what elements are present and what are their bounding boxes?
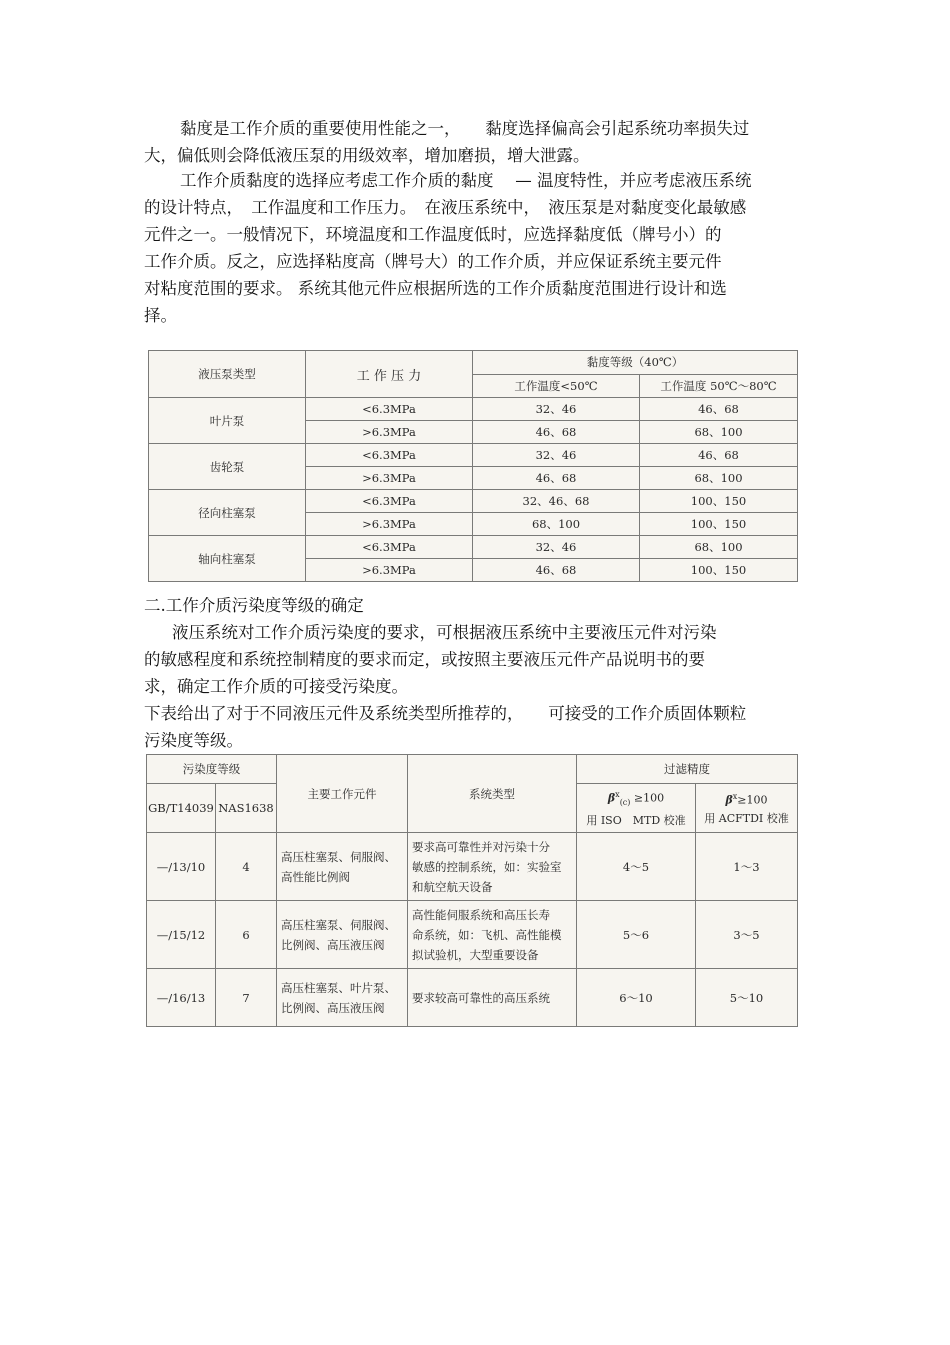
pump-type-cell: 径向柱塞泵 <box>149 490 306 536</box>
viscosity-high-temp-cell: 68、100 <box>640 467 798 490</box>
pump-type-cell: 齿轮泵 <box>149 444 306 490</box>
viscosity-low-temp-cell: 32、46 <box>473 536 640 559</box>
filter-iso-cell: 4～5 <box>577 833 696 901</box>
text-line: 高压柱塞泵、伺服阀、 <box>281 849 396 864</box>
pressure-cell: <6.3MPa <box>306 398 473 421</box>
viscosity-grade-table <box>148 350 798 582</box>
text-line: 高性能比例阀 <box>281 869 350 884</box>
table-row <box>147 969 798 1027</box>
viscosity-high-temp-cell: 46、68 <box>640 444 798 467</box>
header-pump-type: 液压泵类型 <box>149 351 306 398</box>
viscosity-low-temp-cell: 32、46、68 <box>473 490 640 513</box>
header-beta-iso-mtd <box>577 784 696 833</box>
table-row <box>147 901 798 969</box>
text-line: 黏度是工作介质的重要使用性能之一， 黏度选择偏高会引起系统功率损失过 <box>180 119 750 138</box>
beta-formula: $\beta^x_{(c)} \ge 100$ <box>607 790 665 807</box>
header-main-component: 主要工作元件 <box>277 755 408 833</box>
text-line: 高压柱塞泵、叶片泵、 <box>281 980 396 995</box>
text-line: 择。 <box>144 306 177 325</box>
header-beta-acftdi <box>696 784 798 833</box>
pressure-cell: >6.3MPa <box>306 467 473 490</box>
beta-formula: $\beta^x\ge 100$ <box>725 792 768 807</box>
text-line: 比例阀、高压液压阀 <box>281 937 385 952</box>
contamination-grade-table <box>146 754 798 1027</box>
text-line: 的敏感程度和系统控制精度的要求而定，或按照主要液压元件产品说明书的要 <box>144 650 705 669</box>
header-system-type: 系统类型 <box>408 755 577 833</box>
pressure-cell: <6.3MPa <box>306 490 473 513</box>
table-row <box>149 536 798 559</box>
component-cell <box>277 969 408 1027</box>
filter-acftdi-cell: 5～10 <box>696 969 798 1027</box>
header-working-pressure: 工 作 压 力 <box>306 351 473 398</box>
viscosity-high-temp-cell: 68、100 <box>640 421 798 444</box>
system-type-cell <box>408 833 577 901</box>
viscosity-low-temp-cell: 46、68 <box>473 467 640 490</box>
viscosity-high-temp-cell: 100、150 <box>640 490 798 513</box>
filter-iso-cell: 5～6 <box>577 901 696 969</box>
text-line: 高压柱塞泵、伺服阀、 <box>281 917 396 932</box>
table-row <box>149 490 798 513</box>
header-nas1638: NAS1638 <box>216 784 277 833</box>
filter-iso-cell: 6～10 <box>577 969 696 1027</box>
nas-class-cell: 7 <box>216 969 277 1027</box>
text-line: 下表给出了对于不同液压元件及系统类型所推荐的， 可接受的工作介质固体颗粒 <box>144 704 747 723</box>
header-viscosity-grade: 黏度等级（40℃） <box>473 351 798 375</box>
table-row <box>147 833 798 901</box>
gbt-code-cell: —/15/12 <box>147 901 216 969</box>
filter-acftdi-cell: 3～5 <box>696 901 798 969</box>
pressure-cell: >6.3MPa <box>306 513 473 536</box>
system-type-cell <box>408 901 577 969</box>
text-line: 高性能伺服系统和高压长寿 <box>412 907 550 922</box>
viscosity-high-temp-cell: 100、150 <box>640 559 798 582</box>
calibration-note: 用 ACFTDI 校准 <box>704 811 789 825</box>
viscosity-low-temp-cell: 68、100 <box>473 513 640 536</box>
table-row <box>149 444 798 467</box>
viscosity-high-temp-cell: 46、68 <box>640 398 798 421</box>
pump-type-cell: 轴向柱塞泵 <box>149 536 306 582</box>
header-filter-precision: 过滤精度 <box>577 755 798 784</box>
system-type-cell <box>408 969 577 1027</box>
nas-class-cell: 4 <box>216 833 277 901</box>
text-line: 对粘度范围的要求。 系统其他元件应根据所选的工作介质黏度范围进行设计和选 <box>144 279 727 298</box>
gbt-code-cell: —/16/13 <box>147 969 216 1027</box>
section-2-block <box>144 592 804 754</box>
paragraph-viscosity-importance <box>144 115 804 169</box>
text-line: 求，确定工作介质的可接受污染度。 <box>144 677 408 696</box>
text-line: 工作介质黏度的选择应考虑工作介质的黏度 — 温度特性，并应考虑液压系统 <box>180 171 752 190</box>
paragraph-viscosity-selection <box>144 167 804 329</box>
text-line: 元件之一。一般情况下，环境温度和工作温度低时，应选择黏度低（牌号小）的 <box>144 225 722 244</box>
viscosity-high-temp-cell: 68、100 <box>640 536 798 559</box>
header-temp-50-80: 工作温度 50℃～80℃ <box>640 374 798 398</box>
component-cell <box>277 901 408 969</box>
viscosity-low-temp-cell: 46、68 <box>473 421 640 444</box>
gbt-code-cell: —/13/10 <box>147 833 216 901</box>
header-temp-below-50: 工作温度<50℃ <box>473 374 640 398</box>
header-contamination-grade: 污染度等级 <box>147 755 277 784</box>
text-line: 的设计特点， 工作温度和工作压力。 在液压系统中， 液压泵是对黏度变化最敏感 <box>144 198 747 217</box>
pressure-cell: <6.3MPa <box>306 536 473 559</box>
component-cell <box>277 833 408 901</box>
viscosity-high-temp-cell: 100、150 <box>640 513 798 536</box>
text-line: 比例阀、高压液压阀 <box>281 1000 385 1015</box>
text-line: 污染度等级。 <box>144 731 243 750</box>
text-line: 要求高可靠性并对污染十分 <box>412 839 550 854</box>
calibration-note: 用 ISO MTD 校准 <box>586 813 686 827</box>
nas-class-cell: 6 <box>216 901 277 969</box>
text-line: 命系统，如：飞机、高性能模 <box>412 927 562 942</box>
text-line: 大，偏低则会降低液压泵的用级效率，增加磨损，增大泄露。 <box>144 146 590 165</box>
text-line: 和航空航天设备 <box>412 879 493 894</box>
pressure-cell: >6.3MPa <box>306 559 473 582</box>
pressure-cell: >6.3MPa <box>306 421 473 444</box>
table-row <box>149 398 798 421</box>
text-line: 液压系统对工作介质污染度的要求，可根据液压系统中主要液压元件对污染 <box>172 623 717 642</box>
section-heading: 二.工作介质污染度等级的确定 <box>144 596 364 615</box>
viscosity-low-temp-cell: 32、46 <box>473 444 640 467</box>
viscosity-low-temp-cell: 46、68 <box>473 559 640 582</box>
text-line: 拟试验机，大型重要设备 <box>412 947 539 962</box>
text-line: 要求较高可靠性的高压系统 <box>412 990 550 1005</box>
text-line: 工作介质。反之，应选择粘度高（牌号大）的工作介质，并应保证系统主要元件 <box>144 252 722 271</box>
header-gbt14039: GB/T14039 <box>147 784 216 833</box>
text-line: 敏感的控制系统，如：实验室 <box>412 859 562 874</box>
pressure-cell: <6.3MPa <box>306 444 473 467</box>
pump-type-cell: 叶片泵 <box>149 398 306 444</box>
viscosity-low-temp-cell: 32、46 <box>473 398 640 421</box>
filter-acftdi-cell: 1～3 <box>696 833 798 901</box>
